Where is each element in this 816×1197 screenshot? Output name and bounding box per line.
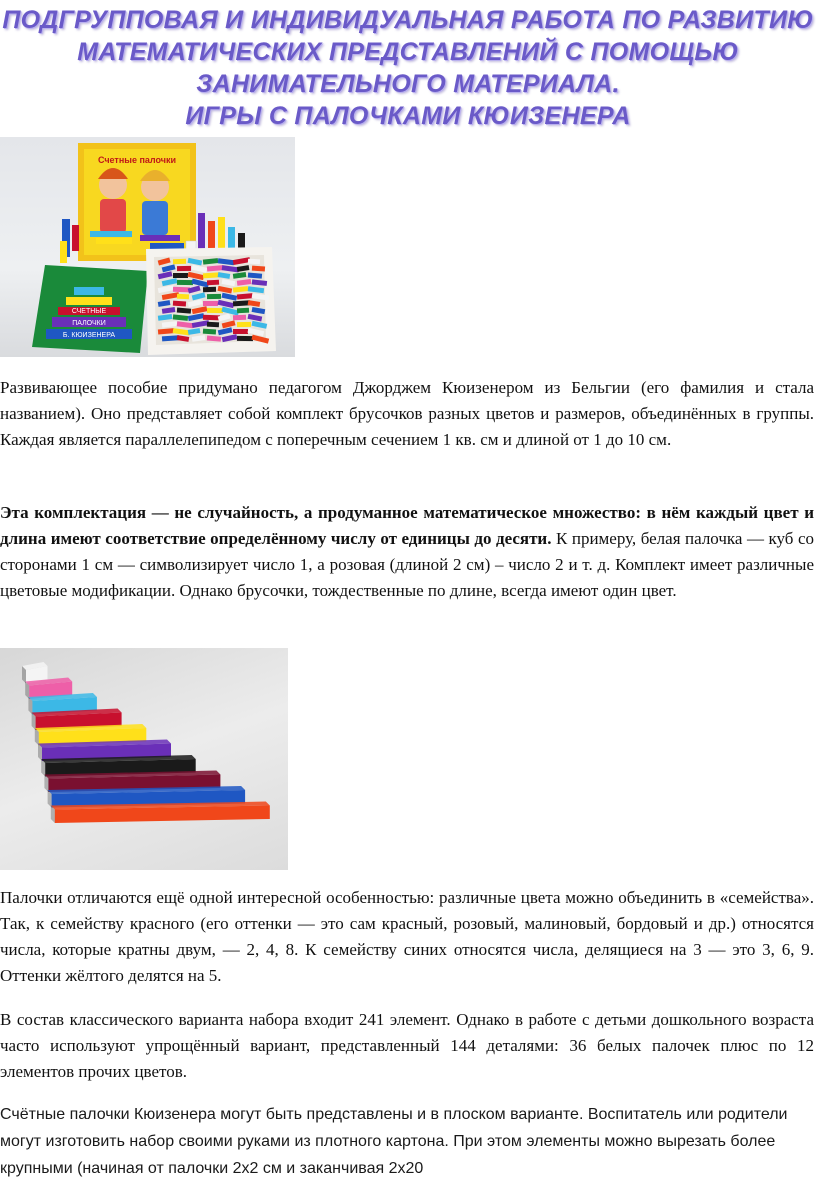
card-label-2: ПАЛОЧКИ — [72, 320, 106, 327]
box-rod — [173, 273, 188, 278]
title-line-4: ИГРЫ С ПАЛОЧКАМИ КЮИЗЕНЕРА — [185, 102, 631, 130]
box-rod — [173, 287, 190, 293]
paragraph-set-composition: В состав классического варианта набора входит 241 элемент. Однако в работе с детьми дошкольного возраста часто используют упрощённый вариант, представленный 144 деталями: 36 белых палочек плюс по 12 элементов прочих цветов. — [0, 1010, 814, 1081]
box-rod — [237, 322, 251, 327]
title-line-1: ПОДГРУППОВАЯ И ИНДИВИДУАЛЬНАЯ РАБОТА ПО РАЗВИТИЮ — [2, 6, 814, 34]
box-rod — [203, 315, 220, 321]
box-rod — [177, 294, 189, 300]
box-rod — [207, 308, 223, 313]
box-rod — [207, 280, 219, 286]
card-label-3: Б. КЮИЗЕНЕРА — [62, 332, 116, 339]
paragraph-set-rest: К примеру, белая палочка — куб со сторонами 1 см — символизирует число 1, а розовая (длиной 2 см) – число 2 и т. д. Комплект имеет различные цветовые модификации. Однако брусочки, тождественные по длине, всегда имеют один цвет. — [0, 529, 815, 600]
box-rod — [207, 322, 219, 328]
box-rod — [252, 266, 265, 272]
paragraph-set-bold: Эта комплектация — не случайность, а продуманное математическое множество: в нём каждый цвет и длина имеют соответствие определённому числу от единицы до десяти. — [0, 503, 814, 548]
box-rod — [177, 266, 191, 271]
box-lid-label: Счетные палочки — [97, 155, 177, 165]
box-rod — [233, 315, 246, 320]
box-rod — [237, 336, 253, 341]
paragraph-set-description — [0, 500, 814, 604]
paragraph-intro: Развивающее пособие придумано педагогом Джорджем Кюизенером из Бельгии (его фамилия и стала названием). Оно представляет собой комплект брусочков разных цветов и размеров, объединённых в группы. Каждая является параллелепипедом с поперечным сечением 1 кв. см и длиной от 1 до 10 см. — [0, 378, 814, 449]
box-rod — [173, 259, 186, 264]
box-rod — [203, 287, 216, 292]
card-label-1: СЧЕТНЫЕ — [71, 308, 107, 315]
paragraph-flat-version: Счётные палочки Кюизенера могут быть представлены и в плоском варианте. Воспитатель или родители могут изготовить набор своими руками из плотного картона. При этом элементы можно вырезать более крупными (начиная от палочки 2х2 см и заканчивая 2х20 — [0, 1106, 788, 1177]
box-rod — [203, 301, 218, 306]
page-title — [0, 4, 816, 132]
box-rod — [207, 294, 221, 299]
cuisenaire-box-photo — [0, 137, 295, 357]
box-rod — [248, 259, 260, 265]
title-line-3: ЗАНИМАТЕЛЬНОГО МАТЕРИАЛА. — [196, 70, 620, 98]
box-rod — [173, 301, 186, 307]
box-rod — [233, 329, 248, 334]
paragraph-color-families: Палочки отличаются ещё одной интересной особенностью: различные цвета можно объединить в «семейства». Так, к семейству красного (его оттенки — это сам красный, розовый, малиновый, бордовый и др.) относятся числа, которые кратны двум, — 2, 4, 8. К семейству синих относятся числа, делящиеся на 3 — это 3, 6, 9. Оттенки жёлтого делятся на 5. — [0, 888, 814, 985]
title-line-2: МАТЕМАТИЧЕСКИХ ПРЕДСТАВЛЕНИЙ С ПОМОЩЬЮ — [77, 38, 739, 66]
box-rod — [203, 329, 216, 335]
box-rod — [237, 308, 249, 314]
cuisenaire-staircase-photo — [0, 648, 288, 870]
box-rod — [177, 280, 193, 285]
